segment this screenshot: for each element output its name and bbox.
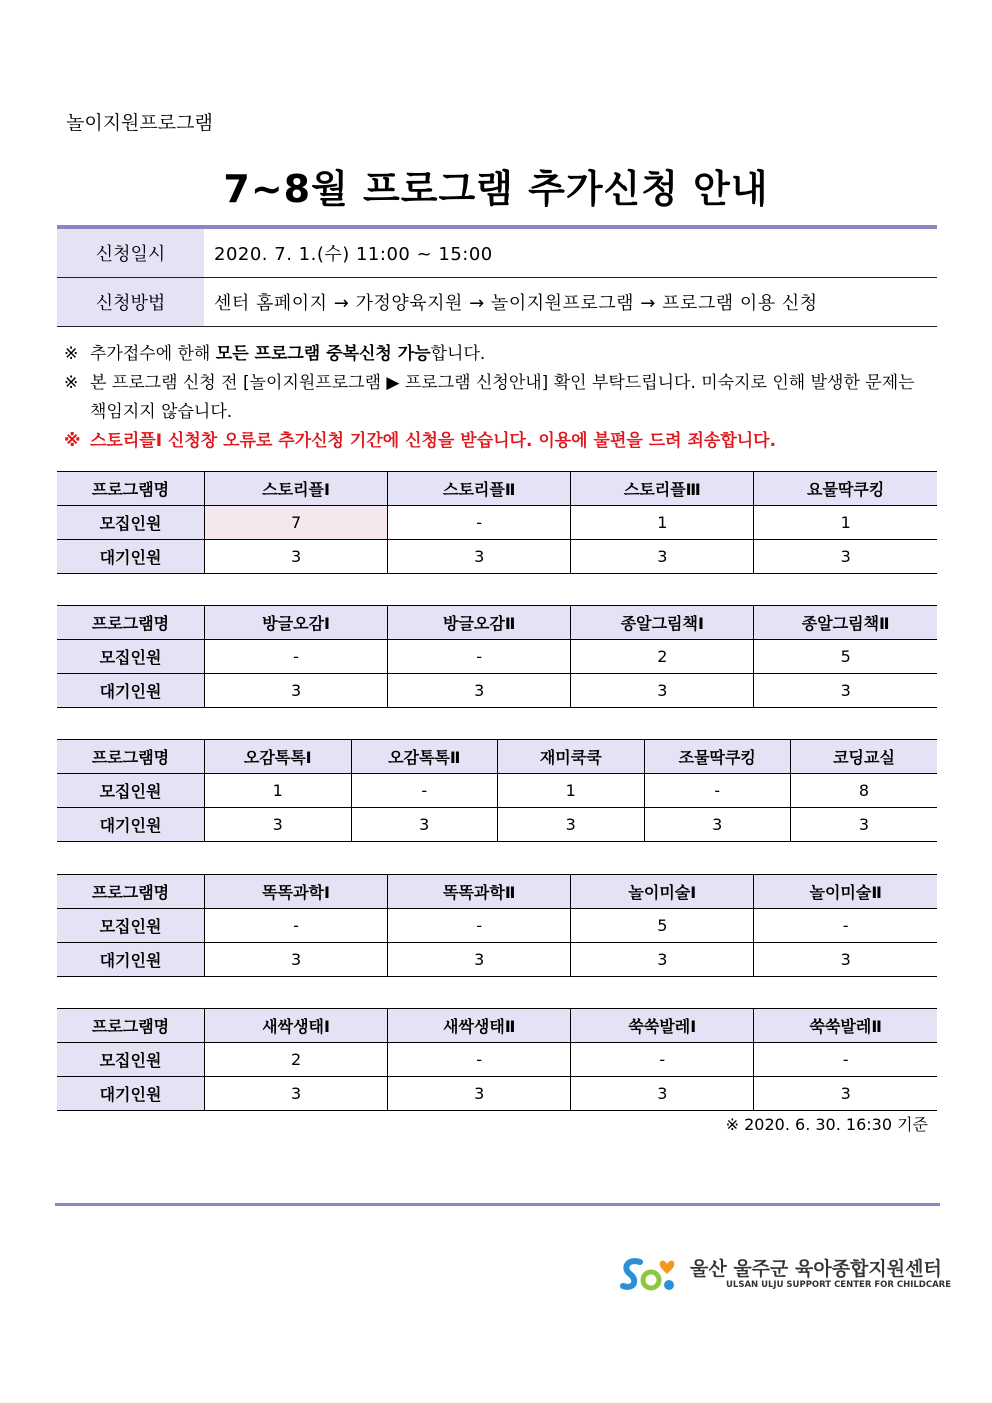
section-subtitle: 놀이지원프로그램 xyxy=(66,112,213,134)
count-cell: 3 xyxy=(571,943,754,977)
count-cell: 3 xyxy=(205,1077,388,1111)
count-cell: 3 xyxy=(205,540,388,574)
info-label: 신청일시 xyxy=(57,229,204,278)
count-cell: 1 xyxy=(205,774,352,808)
table-row-waiting xyxy=(57,943,937,977)
row-header: 프로그램명 xyxy=(57,606,205,640)
info-row-method xyxy=(57,278,937,327)
row-header: 대기인원 xyxy=(57,808,205,842)
count-cell: 1 xyxy=(571,506,754,540)
count-cell: 3 xyxy=(205,674,388,708)
program-name-cell: 스토리플Ⅱ xyxy=(388,472,571,506)
row-header: 모집인원 xyxy=(57,774,205,808)
table-row-waiting xyxy=(57,808,937,842)
count-cell: 5 xyxy=(571,909,754,943)
table-row-waiting xyxy=(57,1077,937,1111)
row-header: 대기인원 xyxy=(57,1077,205,1111)
table-row-name xyxy=(57,606,937,640)
program-name-cell: 놀이미술Ⅰ xyxy=(571,875,754,909)
notice-emphasis: 모든 프로그램 중복신청 가능 xyxy=(215,344,431,364)
program-name-cell: 놀이미술Ⅱ xyxy=(754,875,937,909)
row-header: 모집인원 xyxy=(57,640,205,674)
count-cell: 3 xyxy=(571,674,754,708)
reference-mark: ※ xyxy=(64,344,79,364)
info-value: 센터 홈페이지 → 가정양육지원 → 놀이지원프로그램 → 프로그램 이용 신청 xyxy=(204,278,937,327)
basis-note: ※ 2020. 6. 30. 16:30 기준 xyxy=(725,1115,928,1134)
notice-text: 추가접수에 한해 xyxy=(90,344,216,364)
program-name-cell: 오감톡톡Ⅱ xyxy=(351,740,498,774)
info-value: 2020. 7. 1.(수) 11:00 ~ 15:00 xyxy=(204,229,937,278)
count-cell: 3 xyxy=(754,1077,937,1111)
count-cell: 3 xyxy=(205,808,352,842)
reference-mark: ※ xyxy=(64,431,81,451)
bottom-divider xyxy=(55,1203,940,1206)
reference-mark: ※ xyxy=(64,373,79,393)
org-name: 울산 울주군 육아종합지원센터 xyxy=(690,1258,942,1280)
row-header: 모집인원 xyxy=(57,909,205,943)
program-name-cell: 새싹생태Ⅰ xyxy=(205,1009,388,1043)
count-cell: - xyxy=(754,909,937,943)
row-header: 모집인원 xyxy=(57,1043,205,1077)
program-name-cell: 똑똑과학Ⅱ xyxy=(388,875,571,909)
count-cell: 3 xyxy=(754,943,937,977)
program-name-cell: 똑똑과학Ⅰ xyxy=(205,875,388,909)
program-table xyxy=(57,1008,937,1111)
count-cell: - xyxy=(388,909,571,943)
table-row-name xyxy=(57,1009,937,1043)
count-cell: 3 xyxy=(498,808,645,842)
notice-list xyxy=(64,340,924,456)
program-name-cell: 코딩교실 xyxy=(791,740,938,774)
table-row-name xyxy=(57,472,937,506)
notice-item xyxy=(64,369,924,427)
count-cell: 3 xyxy=(351,808,498,842)
row-header: 프로그램명 xyxy=(57,472,205,506)
application-info-table xyxy=(57,229,937,327)
program-name-cell: 스토리플Ⅰ xyxy=(205,472,388,506)
count-cell: 3 xyxy=(388,674,571,708)
program-name-cell: 방글오감Ⅰ xyxy=(205,606,388,640)
logo-icon xyxy=(620,1252,684,1294)
count-cell: 3 xyxy=(205,943,388,977)
count-cell: 3 xyxy=(644,808,791,842)
program-table xyxy=(57,874,937,977)
count-cell: 3 xyxy=(754,540,937,574)
count-cell: - xyxy=(388,506,571,540)
count-cell: 3 xyxy=(388,540,571,574)
count-cell: - xyxy=(571,1043,754,1077)
count-cell: - xyxy=(754,1043,937,1077)
program-name-cell: 쑥쑥발레Ⅰ xyxy=(571,1009,754,1043)
program-name-cell: 방글오감Ⅱ xyxy=(388,606,571,640)
count-cell: 3 xyxy=(754,674,937,708)
count-cell: - xyxy=(205,909,388,943)
count-cell: 1 xyxy=(498,774,645,808)
table-row-name xyxy=(57,740,937,774)
table-row-recruit xyxy=(57,640,937,674)
count-cell: 3 xyxy=(388,1077,571,1111)
table-row-recruit xyxy=(57,506,937,540)
program-name-cell: 종알그림책Ⅰ xyxy=(571,606,754,640)
program-name-cell: 스토리플Ⅲ xyxy=(571,472,754,506)
count-cell: 3 xyxy=(388,943,571,977)
notice-text: 합니다. xyxy=(430,344,486,364)
table-row-waiting xyxy=(57,540,937,574)
page-title: 7~8월 프로그램 추가신청 안내 xyxy=(223,167,769,211)
row-header: 대기인원 xyxy=(57,943,205,977)
program-table xyxy=(57,605,937,708)
row-header: 프로그램명 xyxy=(57,1009,205,1043)
count-cell: 3 xyxy=(791,808,938,842)
count-cell: 3 xyxy=(571,1077,754,1111)
count-cell: - xyxy=(644,774,791,808)
table-row-recruit xyxy=(57,1043,937,1077)
program-name-cell: 조물딱쿠킹 xyxy=(644,740,791,774)
info-row-date xyxy=(57,229,937,278)
notice-text: 본 프로그램 신청 전 [놀이지원프로그램 ▶ 프로그램 신청안내] 확인 부탁드립니다. 미숙지로 인해 발생한 문제는 책임지지 않습니다. xyxy=(90,373,915,422)
center-logo xyxy=(620,1252,952,1296)
count-cell: - xyxy=(351,774,498,808)
table-row-name xyxy=(57,875,937,909)
row-header: 프로그램명 xyxy=(57,740,205,774)
count-cell: - xyxy=(388,640,571,674)
count-cell: 3 xyxy=(571,540,754,574)
program-table xyxy=(57,471,937,574)
notice-item-warning xyxy=(64,427,924,456)
count-cell: 1 xyxy=(754,506,937,540)
count-cell: - xyxy=(388,1043,571,1077)
count-cell: 5 xyxy=(754,640,937,674)
program-name-cell: 쑥쑥발레Ⅱ xyxy=(754,1009,937,1043)
program-table xyxy=(57,739,937,842)
program-name-cell: 재미쿡쿡 xyxy=(498,740,645,774)
info-label: 신청방법 xyxy=(57,278,204,327)
count-cell: 8 xyxy=(791,774,938,808)
program-name-cell: 종알그림책Ⅱ xyxy=(754,606,937,640)
count-cell: 2 xyxy=(205,1043,388,1077)
program-name-cell: 새싹생태Ⅱ xyxy=(388,1009,571,1043)
table-row-waiting xyxy=(57,674,937,708)
program-name-cell: 요물딱쿠킹 xyxy=(754,472,937,506)
row-header: 대기인원 xyxy=(57,540,205,574)
count-cell: 2 xyxy=(571,640,754,674)
row-header: 모집인원 xyxy=(57,506,205,540)
notice-item xyxy=(64,340,924,369)
row-header: 대기인원 xyxy=(57,674,205,708)
count-cell: 7 xyxy=(205,506,388,540)
table-row-recruit xyxy=(57,909,937,943)
notice-text: 스토리플Ⅰ 신청창 오류로 추가신청 기간에 신청을 받습니다. 이용에 불편을 드려 죄송합니다. xyxy=(90,431,777,451)
program-name-cell: 오감톡톡Ⅰ xyxy=(205,740,352,774)
table-row-recruit xyxy=(57,774,937,808)
org-name-en: ULSAN ULJU SUPPORT CENTER FOR CHILDCARE xyxy=(726,1280,952,1290)
row-header: 프로그램명 xyxy=(57,875,205,909)
count-cell: - xyxy=(205,640,388,674)
